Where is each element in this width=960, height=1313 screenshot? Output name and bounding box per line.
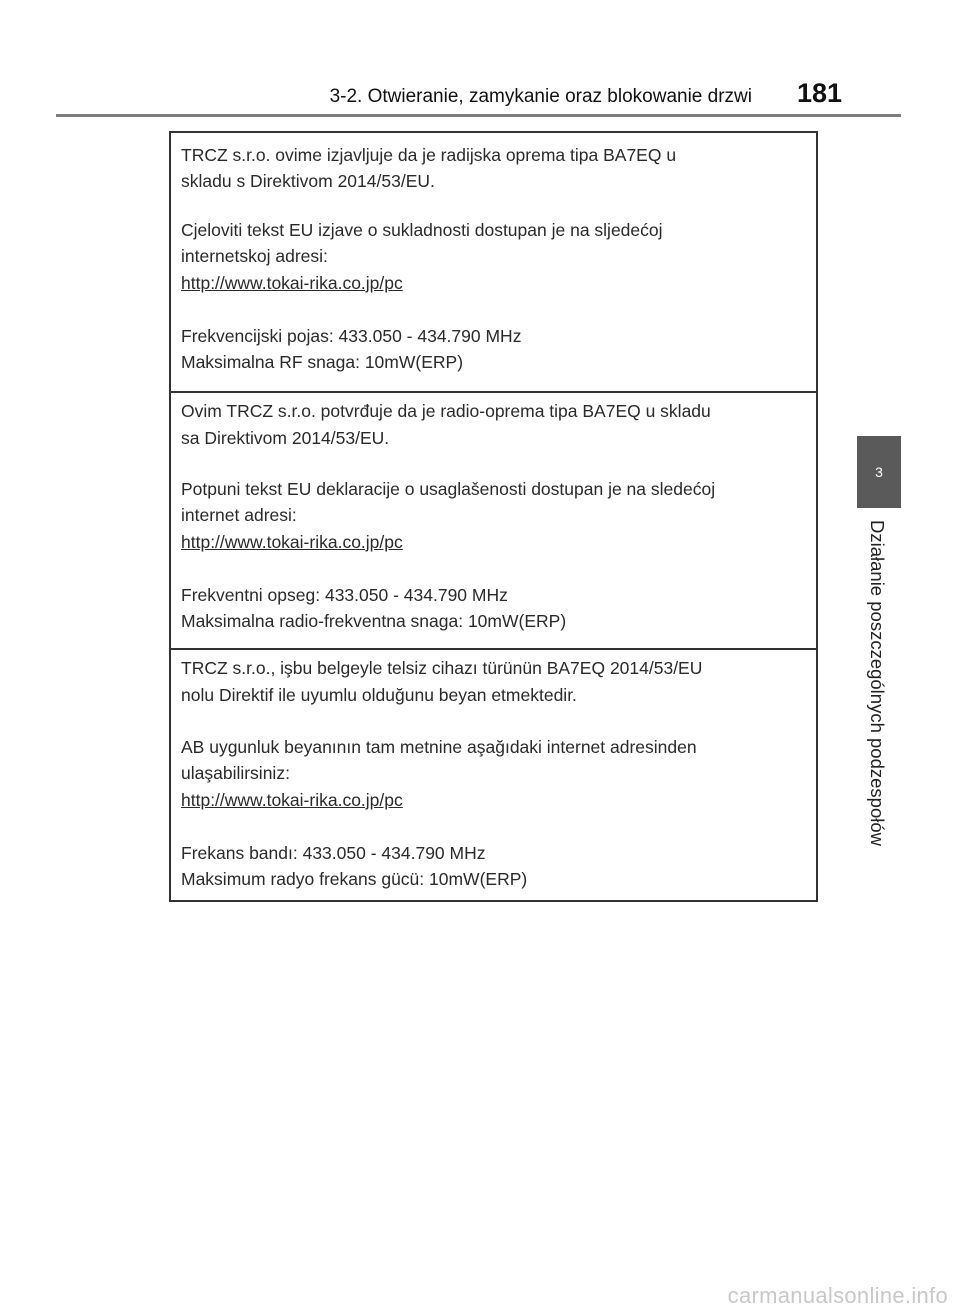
- declaration-line: Potpuni tekst EU deklaracije o usaglašenosti dostupan je na sledećoj: [181, 479, 716, 499]
- watermark: carmanualsonline.info: [727, 1283, 948, 1308]
- declaration-line: sa Direktivom 2014/53/EU.: [181, 428, 390, 448]
- declaration-line: nolu Direktif ile uyumlu olduğunu beyan etmektedir.: [181, 685, 577, 705]
- declaration-line: Frekans bandı: 433.050 - 434.790 MHz: [181, 843, 486, 863]
- declaration-line: internetskoj adresi:: [181, 246, 328, 266]
- declaration-url[interactable]: http://www.tokai-rika.co.jp/pc: [181, 532, 403, 552]
- declaration-turkish: [171, 648, 816, 902]
- chapter-number: 3: [875, 464, 883, 480]
- declaration-line: Maksimalna RF snaga: 10mW(ERP): [181, 352, 464, 372]
- declaration-line: Frekvencijski pojas: 433.050 - 434.790 MHz: [181, 326, 522, 346]
- declaration-line: TRCZ s.r.o., işbu belgeyle telsiz cihazı türünün BA7EQ 2014/53/EU: [181, 658, 703, 678]
- section-title: 3-2. Otwieranie, zamykanie oraz blokowanie drzwi: [329, 86, 752, 107]
- declaration-line: TRCZ s.r.o. ovime izjavljuje da je radijska oprema tipa BA7EQ u: [181, 145, 677, 165]
- chapter-tab: [857, 436, 901, 508]
- header-divider: [56, 114, 901, 117]
- declaration-line: Cjeloviti tekst EU izjave o sukladnosti dostupan je na sljedećoj: [181, 220, 663, 240]
- declaration-line: Maksimalna radio-frekventna snaga: 10mW(ERP): [181, 611, 567, 631]
- declaration-line: Ovim TRCZ s.r.o. potvrđuje da je radio-oprema tipa BA7EQ u skladu: [181, 401, 711, 421]
- declaration-line: skladu s Direktivom 2014/53/EU.: [181, 171, 435, 191]
- page-number: 181: [796, 78, 842, 108]
- declaration-line: Frekventni opseg: 433.050 - 434.790 MHz: [181, 585, 508, 605]
- declaration-line: Maksimum radyo frekans gücü: 10mW(ERP): [181, 869, 528, 889]
- declaration-serbian: [171, 391, 816, 650]
- declaration-croatian: [171, 133, 816, 391]
- declaration-url[interactable]: http://www.tokai-rika.co.jp/pc: [181, 273, 403, 293]
- chapter-title: Działanie poszczególnych podzespołów: [867, 520, 888, 846]
- declaration-line: AB uygunluk beyanının tam metnine aşağıdaki internet adresinden: [181, 737, 697, 757]
- declaration-line: internet adresi:: [181, 505, 297, 525]
- declaration-url[interactable]: http://www.tokai-rika.co.jp/pc: [181, 790, 403, 810]
- declaration-line: ulaşabilirsiniz:: [181, 763, 290, 783]
- declaration-box: [169, 131, 818, 902]
